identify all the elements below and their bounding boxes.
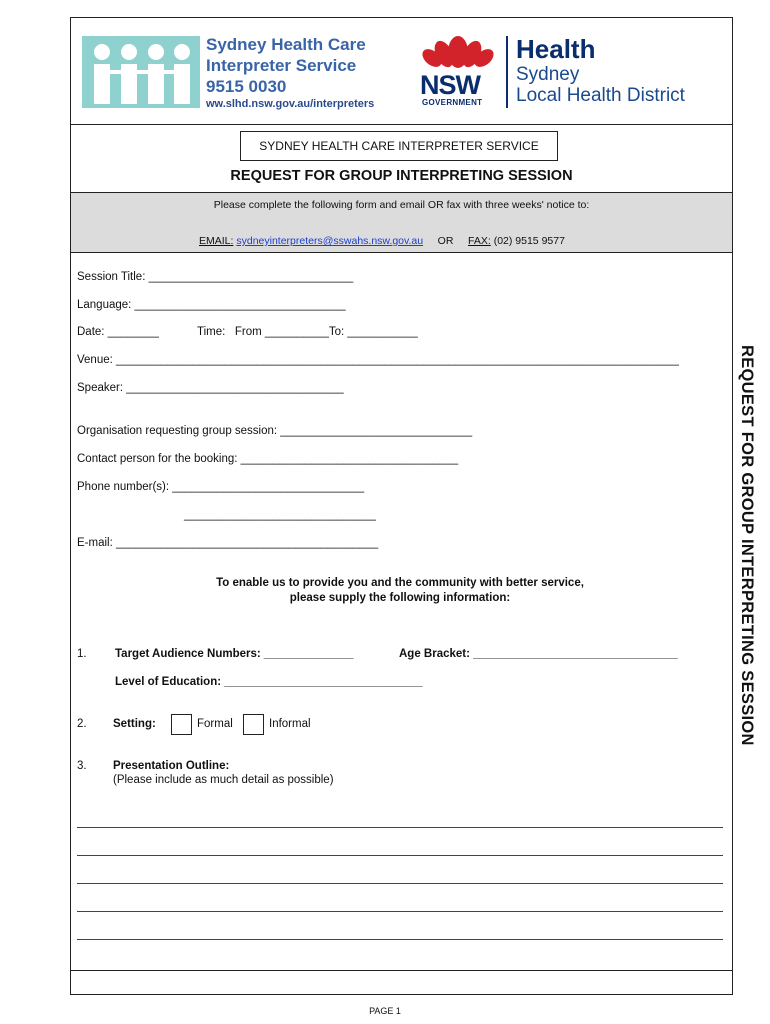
side-label <box>732 345 756 807</box>
phone-field[interactable]: Phone number(s): ______________________________ <box>77 481 365 493</box>
outline-line[interactable] <box>77 883 723 884</box>
date-field[interactable]: Date: ________ <box>77 326 159 338</box>
time-field[interactable]: Time: From __________To: ___________ <box>197 326 418 338</box>
logo-divider <box>506 36 508 108</box>
form-title: REQUEST FOR GROUP INTERPRETING SESSION <box>230 168 573 184</box>
service-title-box: SYDNEY HEALTH CARE INTERPRETER SERVICE <box>240 131 558 161</box>
nsw-wordmark: NSW <box>420 70 480 100</box>
service-name-line1: Sydney Health Care <box>206 35 366 54</box>
phone-field-2[interactable]: ______________________________ <box>184 509 376 521</box>
instructions-band <box>71 193 732 252</box>
setting-label: Setting: <box>113 718 156 730</box>
district-line2: Local Health District <box>516 85 685 106</box>
government-label: GOVERNMENT <box>422 98 483 107</box>
q2-number: 2. <box>77 718 87 730</box>
service-phone: 9515 0030 <box>206 77 287 96</box>
session-title-field[interactable]: Session Title: ________________________________ <box>77 271 354 283</box>
organisation-field[interactable]: Organisation requesting group session: ______________________________ <box>77 425 473 437</box>
service-name-line2: Interpreter Service <box>206 56 357 75</box>
email-link[interactable]: sydneyinterpreters@sswahs.nsw.gov.au <box>236 235 424 247</box>
contact-person-field[interactable]: Contact person for the booking: __________________________________ <box>77 453 459 465</box>
service-url: ww.slhd.nsw.gov.au/interpreters <box>206 98 375 110</box>
education-level-field[interactable]: Level of Education: _______________________________ <box>115 676 423 688</box>
side-label-text: REQUEST FOR GROUP INTERPRETING SESSION <box>738 345 756 746</box>
or-label: OR <box>437 235 454 247</box>
divider <box>70 970 733 971</box>
interpreter-service-logo <box>82 34 402 114</box>
divider <box>70 252 733 253</box>
formal-label: Formal <box>197 718 233 730</box>
notice-line2: please supply the following information: <box>289 592 511 604</box>
fax-label: FAX: <box>468 235 491 247</box>
email-label: EMAIL: <box>199 235 234 247</box>
notice-line1: To enable us to provide you and the community with better service, <box>216 577 584 589</box>
q1-number: 1. <box>77 648 87 660</box>
age-bracket-field[interactable]: Age Bracket: ________________________________ <box>399 648 678 660</box>
outline-hint: (Please include as much detail as possible) <box>113 774 334 786</box>
outline-line[interactable] <box>77 827 723 828</box>
outline-line[interactable] <box>77 939 723 940</box>
form-frame <box>70 17 733 995</box>
language-field[interactable]: Language: _________________________________ <box>77 299 346 311</box>
outline-line[interactable] <box>77 855 723 856</box>
divider <box>70 124 733 125</box>
nsw-health-logo <box>418 30 718 112</box>
fax-number: (02) 9515 9577 <box>493 235 565 247</box>
informal-label: Informal <box>269 718 311 730</box>
instructions-text: Please complete the following form and email OR fax with three weeks' notice to: <box>213 199 590 211</box>
people-icon <box>82 36 200 108</box>
audience-numbers-field[interactable]: Target Audience Numbers: ______________ <box>115 648 354 660</box>
informal-checkbox[interactable] <box>243 714 264 735</box>
speaker-field[interactable]: Speaker: __________________________________ <box>77 382 344 394</box>
page-number: PAGE 1 <box>369 1006 401 1016</box>
health-title: Health <box>516 34 596 64</box>
formal-checkbox[interactable] <box>171 714 192 735</box>
outline-line[interactable] <box>77 911 723 912</box>
outline-label: Presentation Outline: <box>113 760 230 772</box>
venue-field[interactable]: Venue: ________________________________________________________________________________________ <box>77 354 679 366</box>
contact-line <box>199 235 565 247</box>
q3-number: 3. <box>77 760 87 772</box>
district-line1: Sydney <box>516 64 580 85</box>
email-field[interactable]: E-mail: _________________________________________ <box>77 537 379 549</box>
